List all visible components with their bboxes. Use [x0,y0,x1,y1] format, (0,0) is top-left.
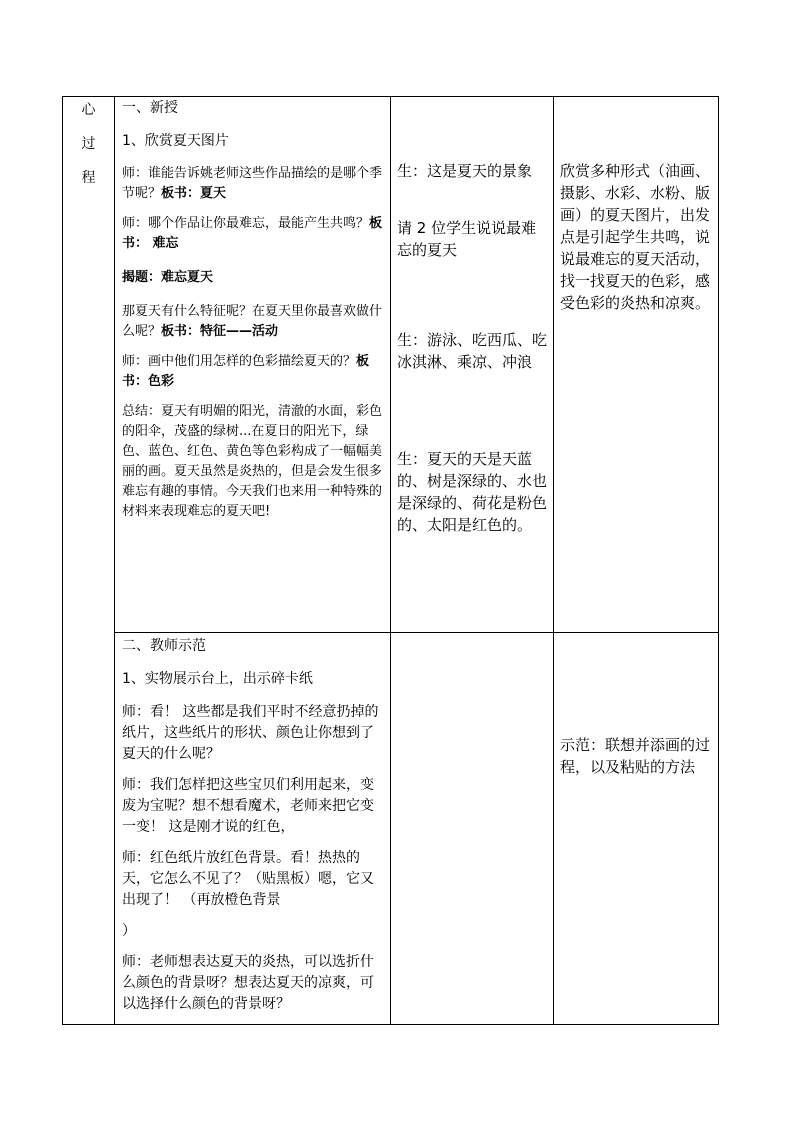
student-activity-cell [391,97,554,633]
section-row-new-lesson [63,97,719,633]
teacher-line: 师：我们怎样把这些宝贝们利用起来，变废为宝呢？想不想看魔术，老师来把它变一变！ 这是刚才说的红色， [122,777,374,835]
student-response: 生：游泳、吃西瓜、吃冰淇淋、乘凉、冲浪 [397,331,548,371]
board-note: 板书：色彩 [122,354,370,389]
board-note: 板书：夏天 [161,186,227,201]
side-label-char: 心 [81,102,96,118]
side-label-char: 程 [81,170,96,186]
side-label-char: 过 [81,136,96,152]
teacher-line: 师：红色纸片放红色背景。看！热热的天，它怎么不见了？（贴黑板）嗯，它又出现了！ （再放橙色背景 [122,850,374,908]
design-intent: 欣赏多种形式（油画、摄影、水彩、水粉、版画）的夏天图片，出发点是引起学生共鸣，说说最难忘的夏天活动，找一找夏天的色彩，感受色彩的炎热和凉爽。 [560,162,711,312]
section-heading: 一、新授 [122,100,178,116]
summary-text: 总结：夏天有明媚的阳光，清澈的水面，彩色的阳伞，茂盛的绿树...在夏日的阳光下，绿色、蓝色、红色、黄色等色彩构成了一幅幅美丽的画。夏天虽然是炎热的，但是会发生很多难忘有趣的事情。今天我们也来用一种特殊的材料来表现难忘的夏天吧! [122,404,383,519]
teacher-activity-cell [115,97,391,633]
teacher-question: 师：谁能告诉姚老师这些作品描绘的是哪个季节呢？板书：夏天 [122,166,383,201]
process-label-cell [63,97,115,1025]
teacher-question: 师：画中他们用怎样的色彩描绘夏天的？板书：色彩 [122,354,370,389]
section-heading: 二、教师示范 [122,638,206,654]
teacher-activity-cell [115,633,391,1025]
teacher-line: 师：看！ 这些都是我们平时不经意扔掉的纸片，这些纸片的形状、颜色让你想到了夏天的什么呢？ [122,704,379,762]
teacher-line: ） [122,923,136,939]
student-response: 生：夏天的天是天蓝的、树是深绿的、水也是深绿的、荷花是粉色的、太阳是红色的。 [397,450,548,534]
section-row-demo [63,633,719,1025]
student-activity-cell [391,633,554,1025]
teacher-line: 师：老师想表达夏天的炎热，可以选折什么颜色的背景呀？想表达夏天的凉爽，可以选择什么颜色的背景呀？ [122,954,374,1012]
board-note: 板书： 难忘 [122,216,383,251]
board-note: 板书：特征——活动 [161,324,279,339]
design-intent-cell [554,633,719,1025]
student-response: 生：这是夏天的景象 [397,162,533,180]
design-intent-cell [554,97,719,633]
teacher-question: 师：哪个作品让你最难忘，最能产生共鸣？板书： 难忘 [122,216,383,251]
design-intent: 示范：联想并添画的过程，以及粘贴的方法 [560,736,711,776]
teacher-question: 那夏天有什么特征呢？在夏天里你最喜欢做什么呢？板书：特征——活动 [122,304,383,339]
topic-reveal: 揭题：难忘夏天 [122,270,214,285]
student-response: 请 2 位学生说说最难忘的夏天 [397,219,537,259]
lesson-plan-table [62,96,719,1025]
sub-heading: 1、实物展示台上，出示碎卡纸 [122,671,313,687]
sub-heading: 1、欣赏夏天图片 [122,133,229,149]
